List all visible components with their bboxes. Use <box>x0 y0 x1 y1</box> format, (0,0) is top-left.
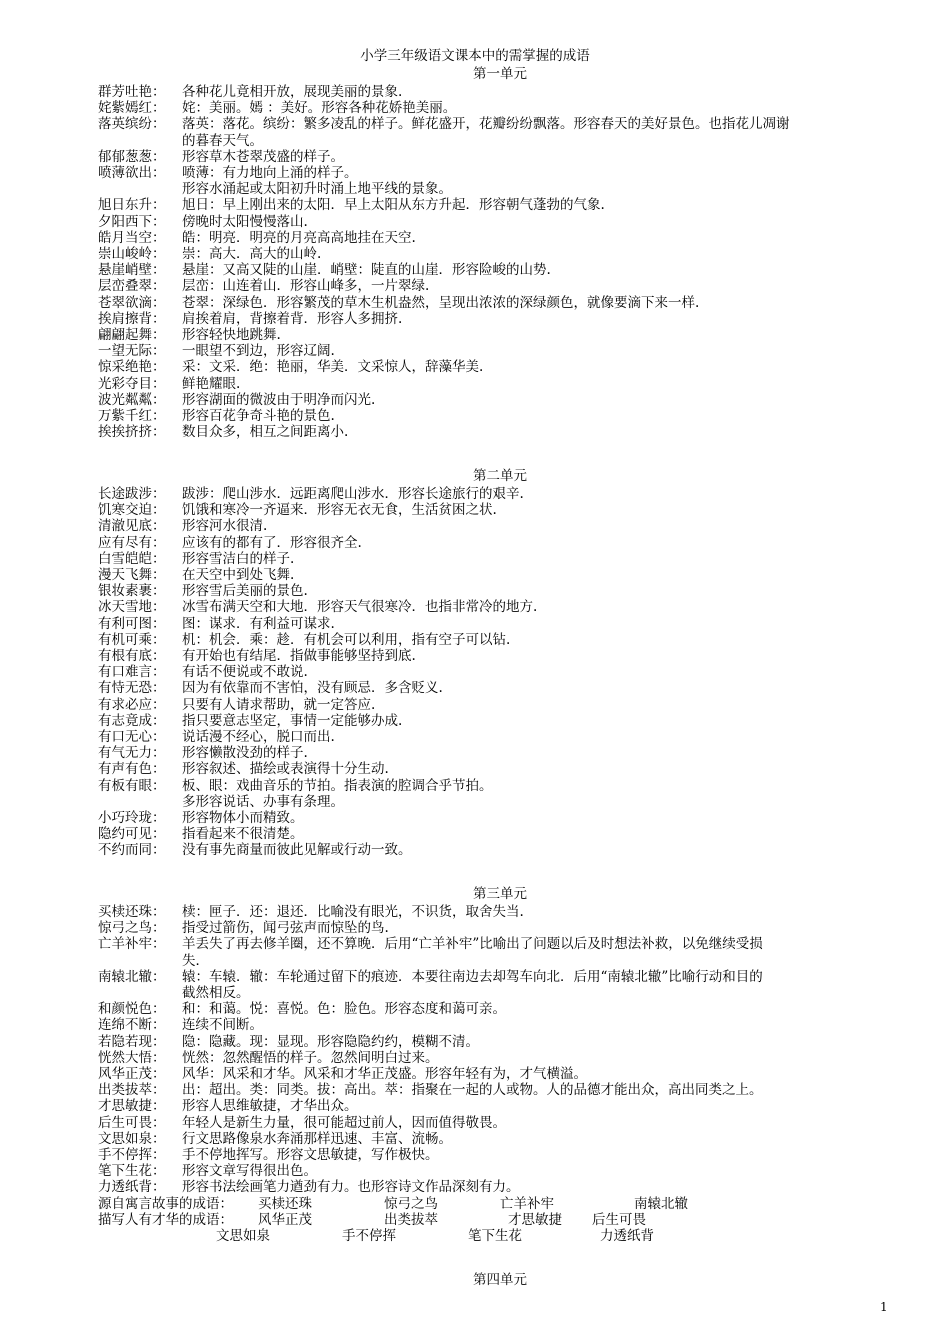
idiom-term: 有恃无恐： <box>98 680 166 697</box>
idiom-definition: 形容叙述、描绘或表演得十分生动. <box>182 761 389 778</box>
idiom-term: 有口难言： <box>98 664 166 681</box>
idiom-entry <box>98 1131 452 1147</box>
idiom-definition: 手不停地挥写。形容文思敏捷，写作极快。 <box>182 1147 439 1163</box>
idiom-term: 有根有底： <box>98 648 166 664</box>
idiom-entry <box>98 1147 439 1163</box>
idiom-definition: 在天空中到处飞舞. <box>182 567 295 583</box>
idiom-definition: 苍翠：深绿色．形容繁茂的草木生机盎然，呈现出浓浓的深绿颜色，就像要滴下来一样. <box>182 294 700 311</box>
idiom-definition: 有开始也有结尾．指做事能够坚持到底. <box>182 648 416 664</box>
idiom-term: 翩翩起舞： <box>98 327 166 343</box>
idiom-definition: 图：谋求．有利益可谋求. <box>182 615 335 632</box>
idiom-term: 崇山峻岭： <box>98 246 166 262</box>
idiom-term: 皓月当空： <box>98 229 166 246</box>
idiom-definition: 指受过箭伤，闻弓弦声而惊坠的鸟. <box>182 920 389 937</box>
idiom-entry <box>98 936 763 952</box>
idiom-definition: 跋涉：爬山涉水．远距离爬山涉水．形容长途旅行的艰辛. <box>182 486 524 502</box>
idiom-term: 力透纸背： <box>98 1179 166 1196</box>
idiom-entry <box>98 1082 763 1098</box>
idiom-entry <box>98 616 335 632</box>
idiom-entry <box>98 116 790 132</box>
idiom-entry <box>98 1179 520 1195</box>
idiom-entry <box>98 632 510 648</box>
unit-heading: 第一单元 <box>473 66 527 82</box>
idiom-term: 有口无心： <box>98 729 166 745</box>
idiom-entry <box>98 745 308 761</box>
idiom-term: 层峦叠翠： <box>98 278 166 295</box>
idiom-term: 后生可畏： <box>98 1114 166 1131</box>
idiom-definition: 出：超出。类：同类。拔：高出。萃：指聚在一起的人或物。人的品德才能出众，高出同类之上。 <box>182 1082 763 1099</box>
idiom-definition: 有话不便说或不敢说. <box>182 664 308 681</box>
idiom-term: 有求必应： <box>98 696 166 713</box>
idiom-definition: 崇：高大．高大的山岭. <box>182 246 322 262</box>
idiom-term: 才思敏捷： <box>98 1098 166 1115</box>
idiom-term: 挨挨挤挤： <box>98 424 166 441</box>
idiom-definition: 鲜艳耀眼. <box>182 375 241 392</box>
unit-heading: 第三单元 <box>473 886 527 902</box>
idiom-term: 和颜悦色： <box>98 1001 166 1018</box>
idiom-definition-continued: 失． <box>182 952 209 969</box>
idiom-entry <box>98 246 321 262</box>
fable-idiom-item: 南辕北辙 <box>634 1195 688 1212</box>
idiom-entry <box>98 230 416 246</box>
idiom-term: 悬崖峭壁： <box>98 262 166 279</box>
idiom-definition: 连续不间断。 <box>182 1017 263 1034</box>
talent-idiom-item: 手不停挥 <box>342 1228 396 1244</box>
idiom-definition: 形容湖面的微波由于明净而闪光. <box>182 391 376 408</box>
idiom-term: 旭日东升： <box>98 197 166 214</box>
idiom-term: 买椟还珠： <box>98 904 166 920</box>
idiom-entry <box>98 376 240 392</box>
document-title: 小学三年级语文课本中的需掌握的成语 <box>360 48 590 64</box>
idiom-entry <box>98 904 524 920</box>
idiom-term: 隐约可见： <box>98 826 166 843</box>
idiom-entry <box>98 84 402 100</box>
idiom-entry <box>98 599 537 615</box>
fable-idiom-item: 买椟还珠 <box>258 1195 312 1212</box>
idiom-definition: 肩挨着肩，背擦着背．形容人多拥挤. <box>182 310 403 327</box>
idiom-definition: 因为有依靠而不害怕，没有顾忌．多含贬义. <box>182 680 443 697</box>
idiom-definition: 只要有人请求帮助，就一定答应. <box>182 696 376 713</box>
idiom-definition: 机：机会．乘：趁．有机会可以利用，指有空子可以钻. <box>182 631 511 648</box>
idiom-definition: 年轻人是新生力量，很可能超过前人，因而值得敬畏。 <box>182 1114 506 1131</box>
idiom-term: 落英缤纷： <box>98 116 166 133</box>
idiom-entry <box>98 100 456 116</box>
idiom-definition: 形容文章写得很出色。 <box>182 1163 317 1180</box>
idiom-entry <box>98 664 308 680</box>
idiom-definition: 形容雪后美丽的景色. <box>182 583 308 600</box>
idiom-entry <box>98 197 605 213</box>
idiom-entry <box>98 165 358 181</box>
idiom-definition: 傍晚时太阳慢慢落山. <box>182 213 308 230</box>
idiom-definition: 喷薄：有力地向上涌的样子。 <box>182 165 358 181</box>
idiom-definition: 冰雪布满天空和大地．形容天气很寒冷．也指非常冷的地方. <box>182 599 538 616</box>
idiom-term: 风华正茂： <box>98 1066 166 1082</box>
idiom-definition: 辕：车辕．辙：车轮通过留下的痕迹．本要往南边去却驾车向北．后用“南辕北辙”比喻行动和目的 <box>182 968 763 985</box>
idiom-definition: 形容百花争奇斗艳的景色. <box>182 408 335 424</box>
fable-idioms-label: 源自寓言故事的成语： <box>98 1195 233 1212</box>
fable-idiom-item: 惊弓之鸟 <box>384 1195 438 1212</box>
idiom-entry <box>98 359 483 375</box>
idiom-definition: 形容物体小而精致。 <box>182 810 304 826</box>
idiom-entry <box>98 327 281 343</box>
talent-idiom-item: 出类拔萃 <box>384 1211 438 1228</box>
idiom-definition: 椟：匣子．还：退还．比喻没有眼光，不识货，取舍失当. <box>182 904 524 920</box>
idiom-term: 有板有眼： <box>98 777 166 794</box>
idiom-definition: 各种花儿竟相开放，展现美丽的景象. <box>182 84 403 100</box>
idiom-definition: 落英：落花。缤纷：繁多凌乱的样子。鲜花盛开，花瓣纷纷飘落。形容春天的美好景色。也指花儿凋谢 <box>182 116 790 133</box>
idiom-definition: 行文思路像泉水奔涌那样迅速、丰富、流畅。 <box>182 1130 452 1147</box>
idiom-term: 郁郁葱葱： <box>98 148 166 165</box>
idiom-entry <box>98 551 294 567</box>
fable-idiom-item: 亡羊补牢 <box>500 1195 554 1212</box>
idiom-definition: 饥饿和寒冷一齐逼来．形容无衣无食，生活贫困之状. <box>182 502 497 519</box>
idiom-term: 有机可乘： <box>98 631 166 648</box>
idiom-entry <box>98 1034 479 1050</box>
idiom-entry <box>98 1163 317 1179</box>
idiom-definition: 形容雪洁白的样子. <box>182 550 295 567</box>
idiom-term: 手不停挥： <box>98 1147 166 1163</box>
idiom-entry <box>98 1115 506 1131</box>
idiom-entry <box>98 920 389 936</box>
idiom-entry <box>98 842 412 858</box>
idiom-entry <box>98 311 402 327</box>
talent-idiom-item: 后生可畏 <box>592 1211 646 1228</box>
idiom-entry <box>98 567 294 583</box>
idiom-entry <box>98 826 304 842</box>
idiom-term: 群芳吐艳： <box>98 84 166 100</box>
idiom-entry <box>98 778 493 794</box>
idiom-term: 若隐若现： <box>98 1033 166 1050</box>
idiom-term: 苍翠欲滴： <box>98 294 166 311</box>
idiom-entry <box>98 761 389 777</box>
idiom-definition-continued: 的暮春天气。 <box>182 132 263 149</box>
idiom-entry <box>98 680 443 696</box>
idiom-definition: 形容懒散没劲的样子. <box>182 745 308 762</box>
unit-heading: 第四单元 <box>473 1272 527 1288</box>
idiom-entry <box>98 278 429 294</box>
idiom-entry <box>98 648 416 664</box>
idiom-term: 连绵不断： <box>98 1017 166 1034</box>
page-number: 1 <box>880 1300 888 1314</box>
idiom-definition: 旭日：早上刚出来的太阳．早上太阳从东方升起．形容朝气蓬勃的气象. <box>182 197 605 214</box>
idiom-term: 万紫千红： <box>98 408 166 424</box>
idiom-definition: 没有事先商量而彼此见解或行动一致。 <box>182 842 412 859</box>
idiom-entry <box>98 969 763 985</box>
idiom-definition-continued: 形容水涌起或太阳初升时涌上地平线的景象。 <box>182 181 452 198</box>
idiom-entry <box>98 214 308 230</box>
idiom-entry <box>98 486 524 502</box>
idiom-definition: 和：和蔼。悦：喜悦。色：脸色。形容态度和蔼可亲。 <box>182 1001 506 1018</box>
idiom-term: 长途跋涉： <box>98 486 166 502</box>
idiom-definition: 风华：风采和才华。风采和才华正茂盛。形容年轻有为，才气横溢。 <box>182 1066 587 1082</box>
idiom-definition: 板、眼：戏曲音乐的节拍。指表演的腔调合乎节拍。 <box>182 777 493 794</box>
idiom-term: 白雪皑皑： <box>98 550 166 567</box>
idiom-entry <box>98 535 362 551</box>
idiom-term: 有利可图： <box>98 615 166 632</box>
idiom-entry <box>98 1017 263 1033</box>
idiom-definition: 采：文采．绝：艳丽，华美．文采惊人，辞藻华美. <box>182 359 484 376</box>
talent-idiom-item: 力透纸背 <box>600 1228 654 1244</box>
idiom-term: 喷薄欲出： <box>98 165 166 181</box>
idiom-term: 出类拔萃： <box>98 1082 166 1099</box>
idiom-entry <box>98 1066 587 1082</box>
idiom-term: 笔下生花： <box>98 1163 166 1180</box>
idiom-entry <box>98 295 699 311</box>
idiom-definition: 数目众多，相互之间距离小. <box>182 424 349 441</box>
idiom-term: 光彩夺目： <box>98 375 166 392</box>
idiom-term: 姹紫嫣红： <box>98 100 166 117</box>
talent-idiom-item: 文思如泉 <box>216 1228 270 1244</box>
idiom-term: 有气无力： <box>98 745 166 762</box>
idiom-definition: 形容河水很清. <box>182 518 268 535</box>
idiom-definition: 一眼望不到边，形容辽阔. <box>182 343 335 360</box>
idiom-term: 小巧玲珑： <box>98 810 166 826</box>
idiom-entry <box>98 1050 439 1066</box>
idiom-term: 一望无际： <box>98 343 166 360</box>
idiom-term: 亡羊补牢： <box>98 936 166 953</box>
idiom-entry <box>98 502 497 518</box>
idiom-entry <box>98 697 375 713</box>
idiom-definition: 形容书法绘画笔力遒劲有力。也形容诗文作品深刻有力。 <box>182 1179 520 1196</box>
idiom-definition: 恍然：忽然醒悟的样子。忽然间明白过来。 <box>182 1049 439 1066</box>
idiom-definition: 皓：明亮．明亮的月亮高高地挂在天空. <box>182 229 416 246</box>
idiom-term: 恍然大悟： <box>98 1049 166 1066</box>
idiom-term: 饥寒交迫： <box>98 502 166 519</box>
idiom-entry <box>98 424 348 440</box>
idiom-entry <box>98 262 551 278</box>
idiom-term: 清澈见底： <box>98 518 166 535</box>
idiom-term: 有声有色： <box>98 761 166 778</box>
idiom-definition: 层峦：山连着山．形容山峰多，一片翠绿. <box>182 278 430 295</box>
idiom-entry <box>98 583 308 599</box>
idiom-definition: 应该有的都有了．形容很齐全. <box>182 534 362 551</box>
unit-heading: 第二单元 <box>473 468 527 484</box>
idiom-entry <box>98 343 335 359</box>
idiom-definition: 羊丢失了再去修羊圈，还不算晚．后用“亡羊补牢”比喻出了问题以后及时想法补救，以免继续受损 <box>182 936 763 953</box>
idiom-definition: 隐：隐藏。现：显现。形容隐隐约约，模糊不清。 <box>182 1033 479 1050</box>
idiom-definition: 姹：美丽。嫣 ：美好。形容各种花娇艳美丽。 <box>182 100 457 117</box>
idiom-term: 不约而同： <box>98 842 166 859</box>
idiom-entry <box>98 408 335 424</box>
idiom-definition-continued: 多形容说话、办事有条理。 <box>182 793 344 810</box>
idiom-definition: 形容草木苍翠茂盛的样子。 <box>182 148 344 165</box>
idiom-term: 有志竟成： <box>98 712 166 729</box>
idiom-definition: 指只要意志坚定，事情一定能够办成. <box>182 712 403 729</box>
idiom-term: 挨肩擦背： <box>98 310 166 327</box>
talent-idiom-item: 风华正茂 <box>258 1211 312 1228</box>
idiom-term: 文思如泉： <box>98 1130 166 1147</box>
idiom-term: 惊采绝艳： <box>98 359 166 376</box>
idiom-term: 漫天飞舞： <box>98 567 166 583</box>
idiom-definition-continued: 截然相反。 <box>182 985 250 1001</box>
idiom-definition: 形容轻快地跳舞. <box>182 327 281 343</box>
idiom-definition: 指看起来不很清楚。 <box>182 826 304 843</box>
idiom-term: 惊弓之鸟： <box>98 920 166 937</box>
idiom-term: 南辕北辙： <box>98 968 166 985</box>
idiom-term: 冰天雪地： <box>98 599 166 616</box>
idiom-definition: 悬崖：又高又陡的山崖．峭壁：陡直的山崖．形容险峻的山势. <box>182 262 551 279</box>
idiom-entry <box>98 729 335 745</box>
idiom-entry <box>98 810 304 826</box>
idiom-entry <box>98 713 402 729</box>
idiom-term: 银妆素裹： <box>98 583 166 600</box>
idiom-term: 波光粼粼： <box>98 391 166 408</box>
idiom-entry <box>98 518 267 534</box>
talent-idiom-item: 笔下生花 <box>468 1228 522 1244</box>
talent-idiom-item: 才思敏捷 <box>508 1211 562 1228</box>
idiom-entry <box>98 392 375 408</box>
idiom-term: 应有尽有： <box>98 534 166 551</box>
idiom-definition: 形容人思维敏捷，才华出众。 <box>182 1098 358 1115</box>
talent-idioms-label: 描写人有才华的成语： <box>98 1211 233 1228</box>
idiom-entry <box>98 1098 358 1114</box>
idiom-entry <box>98 149 344 165</box>
idiom-definition: 说话漫不经心，脱口而出. <box>182 729 335 745</box>
idiom-term: 夕阳西下： <box>98 213 166 230</box>
idiom-entry <box>98 1001 506 1017</box>
